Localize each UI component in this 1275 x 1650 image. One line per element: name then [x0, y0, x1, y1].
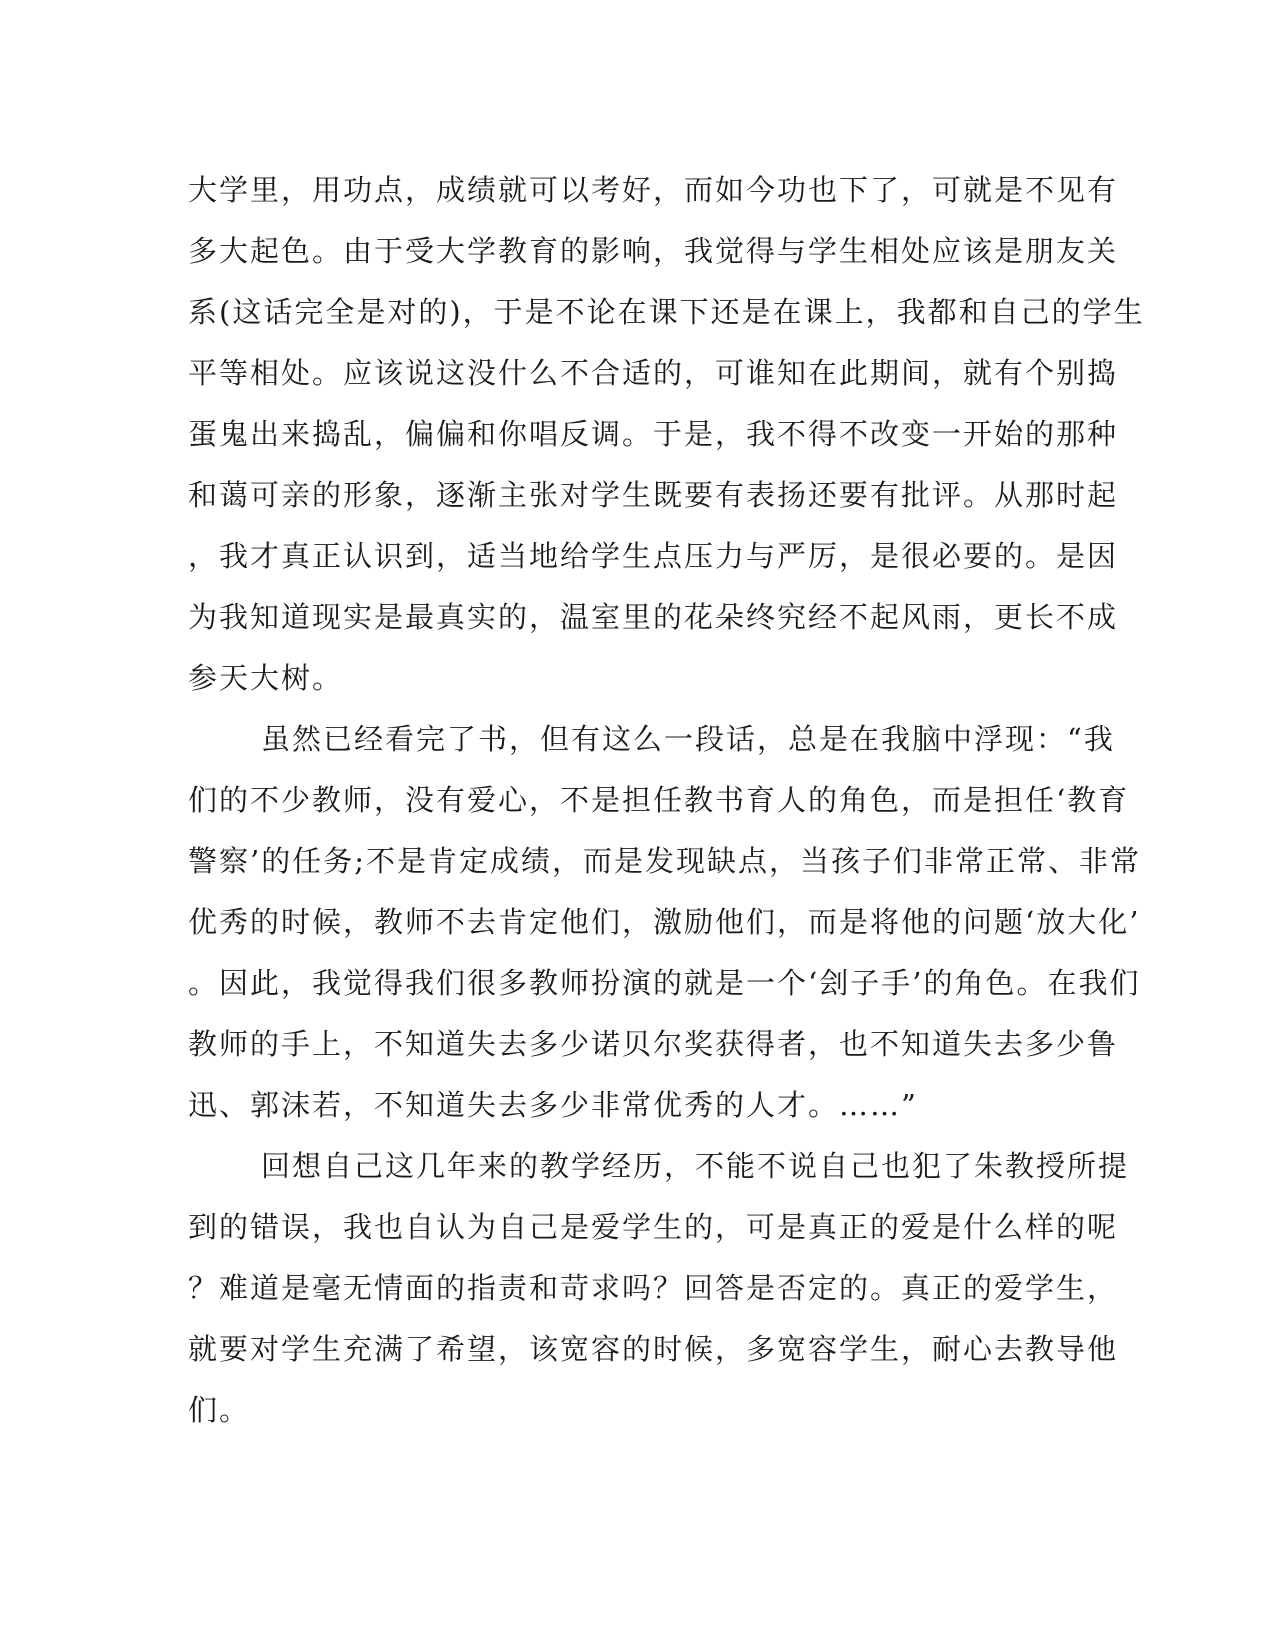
- text-line: 教师的手上，不知道失去多少诺贝尔奖获得者，也不知道失去多少鲁: [188, 1027, 1119, 1061]
- text-line: 到的错误，我也自认为自己是爱学生的，可是真正的爱是什么样的呢: [188, 1210, 1119, 1244]
- text-line: 们。: [188, 1393, 251, 1427]
- text-line: 系(这话完全是对的)，于是不论在课下还是在课上，我都和自己的学生: [188, 295, 1145, 329]
- text-line: 优秀的时候，教师不去肯定他们，激励他们，而是将他的问题‘放大化’: [188, 905, 1141, 939]
- text-line: 警察’的任务;不是肯定成绩，而是发现缺点，当孩子们非常正常、非常: [188, 844, 1141, 878]
- text-line: 们的不少教师，没有爱心，不是担任教书育人的角色，而是担任‘教育: [188, 783, 1130, 817]
- text-line: 平等相处。应该说这没什么不合适的，可谁知在此期间，就有个别捣: [188, 356, 1119, 390]
- text-line: 多大起色。由于受大学教育的影响，我觉得与学生相处应该是朋友关: [188, 234, 1119, 268]
- text-line: ，我才真正认识到，适当地给学生点压力与严厉，是很必要的。是因: [188, 539, 1119, 573]
- body-text: [188, 160, 1145, 1441]
- text-line: 大学里，用功点，成绩就可以考好，而如今功也下了，可就是不见有: [188, 173, 1119, 207]
- paragraph-start-line: 虽然已经看完了书，但有这么一段话，总是在我脑中浮现：“我: [261, 722, 1115, 756]
- text-line: 为我知道现实是最真实的，温室里的花朵终究经不起风雨，更长不成: [188, 600, 1119, 634]
- text-line: ？难道是毫无情面的指责和苛求吗？回答是否定的。真正的爱学生，: [188, 1271, 1119, 1305]
- text-line: 。因此，我觉得我们很多教师扮演的就是一个‘刽子手’的角色。在我们: [188, 966, 1141, 1000]
- text-line: 就要对学生充满了希望，该宽容的时候，多宽容学生，耐心去教导他: [188, 1332, 1119, 1366]
- text-line: 迅、郭沫若，不知道失去多少非常优秀的人才。……”: [188, 1088, 918, 1122]
- text-line: 和蔼可亲的形象，逐渐主张对学生既要有表扬还要有批评。从那时起: [188, 478, 1119, 512]
- text-line: 蛋鬼出来捣乱，偏偏和你唱反调。于是，我不得不改变一开始的那种: [188, 417, 1119, 451]
- paragraph-start-line: 回想自己这几年来的教学经历，不能不说自己也犯了朱教授所提: [261, 1149, 1130, 1183]
- text-line: 参天大树。: [188, 661, 344, 695]
